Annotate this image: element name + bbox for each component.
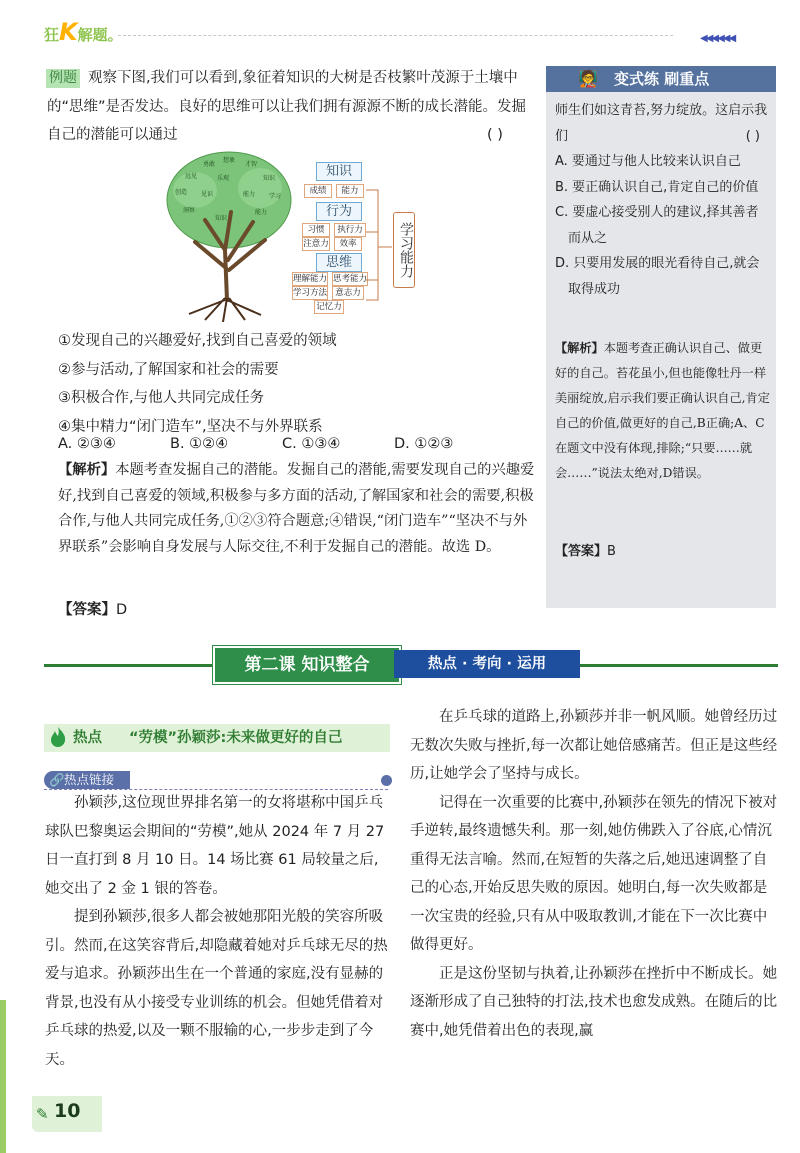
tree-leaf: 远见 xyxy=(185,173,198,180)
concept-knowledge: 知识 xyxy=(316,162,362,181)
concept-thinking: 思维 xyxy=(316,253,362,272)
example-analysis xyxy=(58,458,536,560)
option-4: ④集中精力“闭门造车”,坚决不与外界联系 xyxy=(58,418,323,435)
chevron-down-icon xyxy=(381,775,392,786)
page-edge-strip xyxy=(0,1000,6,1153)
flame-icon xyxy=(48,726,68,748)
article-left-column xyxy=(45,789,391,1074)
article-right-column xyxy=(410,703,778,1045)
concept-item: 习惯 xyxy=(302,223,330,237)
link-icon: 🔗 xyxy=(49,772,65,787)
practice-title-bar xyxy=(546,66,776,92)
practice-option-a: A. 要通过与他人比较来认识自己 xyxy=(555,154,741,169)
practice-analysis-label: 【解析】 xyxy=(555,341,604,355)
practice-answer-value: B xyxy=(607,544,616,559)
answer-value: D xyxy=(116,602,128,618)
option-2: ②参与活动,了解国家和社会的需要 xyxy=(58,361,279,378)
concept-item: 成绩 xyxy=(304,184,332,198)
concept-item: 思考能力 xyxy=(333,274,368,284)
example-stem: 观察下图,我们可以看到,象征着知识的大树是否枝繁叶茂源于土壤中的“思维”是否发达。良好的思维可以让我们拥有源源不断的成长潜能。发掘自己的潜能可以通过 xyxy=(47,70,527,143)
tree-leaf: 学习 xyxy=(269,193,282,200)
practice-option-b: B. 要正确认识自己,肯定自己的价值 xyxy=(555,179,759,195)
tree-leaf: 见识 xyxy=(201,191,214,198)
hotspot-tag: 热点 xyxy=(73,730,102,746)
banner-line-right xyxy=(580,664,778,667)
answer-label: 【答案】 xyxy=(58,602,116,618)
hotspot-bar xyxy=(44,724,390,752)
practice-option-c: C. 要虚心接受别人的建议,择其善者而从之 xyxy=(555,205,759,246)
header-divider xyxy=(118,35,673,36)
article-paragraph: 正是这份坚韧与执着,让孙颖莎在挫折中不断成长。她逐渐形成了自己独特的打法,技术也愈发成熟。在随后的比赛中,她凭借着出色的表现,赢 xyxy=(410,965,778,1039)
person-board-icon: 🧑‍🏫 xyxy=(578,69,598,88)
article-paragraph: 提到孙颖莎,很多人都会被她那阳光般的笑容所吸引。然而,在这笑容背后,却隐藏着她对乒乓球无尽的热爱与追求。孙颖莎出生在一个普通的家庭,没有显赫的背景,也没有从小接受专业训练的机会。但她凭借着对乒乓球的热爱,以及一颗不服输的心,一步步走到了今天。 xyxy=(45,909,388,1068)
concept-item: 学习方法 xyxy=(293,288,328,298)
practice-question xyxy=(555,98,770,302)
concept-item: 理解能力 xyxy=(293,274,328,284)
practice-answer-label: 【答案】 xyxy=(555,544,608,559)
hotspot-link-bar xyxy=(44,771,388,790)
example-answer-paren: ( ) xyxy=(487,127,503,143)
example-options xyxy=(58,327,538,441)
practice-answer xyxy=(555,540,616,559)
tree-leaf: 能力 xyxy=(255,209,268,216)
hotspot-title: “劳模”孙颖莎:未来做更好的自己 xyxy=(129,730,343,746)
brand-logo: 狂K解题。 xyxy=(44,18,123,46)
concept-item: 效率 xyxy=(334,237,362,251)
practice-option-d: D. 只要用发展的眼光看待自己,就会取得成功 xyxy=(555,256,760,297)
choice-b: B. ①②④ xyxy=(170,436,229,452)
tree-leaf: 知识 xyxy=(263,175,276,182)
tree-leaf: 洞察 xyxy=(183,207,196,214)
tree-leaf: 创造 xyxy=(175,189,188,196)
tree-leaf: 能力 xyxy=(243,191,256,198)
practice-analysis xyxy=(555,336,770,486)
concept-bracket xyxy=(364,182,394,312)
hotspot-link-label: 🔗 热点链接 xyxy=(44,771,130,789)
choice-d: D. ①②③ xyxy=(394,436,454,452)
practice-title: 变式练 刷重点 xyxy=(614,70,710,88)
tree-leaf: 想象 xyxy=(223,157,236,164)
pen-icon: ✎ xyxy=(36,1105,49,1123)
analysis-text: 本题考查发掘自己的潜能。发掘自己的潜能,需要发现自己的兴趣爱好,找到自己喜爱的领域,积极参与多方面的活动,了解国家和社会的需要,积极合作,与他人共同完成任务,①②③符合题意;④错误,“闭门造车”“坚决不与外界联系”会影响自身发展与人际交往,不利于发掘自己的潜能。故选 D。 xyxy=(58,462,535,555)
tree-leaf: 乐观 xyxy=(217,175,230,182)
knowledge-tree-illustration xyxy=(165,150,293,322)
concept-item: 注意力 xyxy=(303,239,329,249)
concept-item: 执行力 xyxy=(334,223,366,237)
concept-item: 能力 xyxy=(336,184,364,198)
practice-analysis-text: 本题考查正确认识自己、做更好的自己。苔花虽小,但也能像牡丹一样美丽绽放,启示我们要正确认识自己,肯定自己的价值,做更好的自己,B正确;A、C在题文中没有体现,排除;“只要……就会……”说法太绝对,D错误。 xyxy=(555,341,770,480)
section-banner-title: 第二课 知识整合 xyxy=(213,646,401,684)
example-tag: 例题 xyxy=(46,69,80,88)
article-paragraph: 孙颖莎,这位现世界排名第一的女将堪称中国乒乓球队巴黎奥运会期间的“劳模”,她从 2024 年 7 月 27 日一直打到 8 月 10 日。14 场比赛 61 局较量之后,她交出了 2 金 1 银的答卷。 xyxy=(45,795,385,897)
concept-side-label: 学习能力 xyxy=(393,212,415,288)
analysis-label: 【解析】 xyxy=(58,462,116,478)
article-paragraph: 在乒乓球的道路上,孙颖莎并非一帆风顺。她曾经历过无数次失败与挫折,每一次都让她倍感痛苦。但正是这些经历,让她学会了坚持与成长。 xyxy=(410,709,778,782)
example-choices xyxy=(58,433,538,455)
page-number: 10 xyxy=(54,1100,81,1122)
tree-leaf: 才智 xyxy=(245,161,258,168)
article-paragraph: 记得在一次重要的比赛中,孙颖莎在领先的情况下被对手逆转,最终遗憾失利。那一刻,她仿佛跌入了谷底,心情沉重得无法言喻。然而,在短暂的失落之后,她迅速调整了自己的心态,开始反思失败的原因。她明白,每一次失败都是一次宝贵的经验,只有从中吸取教训,才能在下一次比赛中做得更好。 xyxy=(410,794,778,953)
page-number-badge xyxy=(32,1096,102,1132)
practice-stem: 师生们如这青苔,努力绽放。这启示我们 ( ) xyxy=(555,98,770,149)
concept-action: 行为 xyxy=(316,202,362,221)
banner-line-left xyxy=(44,664,214,667)
option-1: ①发现自己的兴趣爱好,找到自己喜爱的领域 xyxy=(58,333,337,349)
practice-answer-paren: ( ) xyxy=(745,128,760,144)
header-arrows-icon: ◀◀◀◀◀◀ xyxy=(700,33,735,44)
example-answer xyxy=(58,596,127,625)
concept-item: 记忆力 xyxy=(314,300,344,314)
tree-leaf: 知识 xyxy=(215,215,228,222)
tree-leaf: 勇敢 xyxy=(203,161,216,168)
option-3: ③积极合作,与他人共同完成任务 xyxy=(58,390,265,406)
choice-c: C. ①③④ xyxy=(282,436,341,452)
section-banner-subtitle: 热点 · 考向 · 运用 xyxy=(394,650,580,678)
choice-a: A. ②③④ xyxy=(58,436,116,452)
concept-item: 意志力 xyxy=(332,286,364,300)
